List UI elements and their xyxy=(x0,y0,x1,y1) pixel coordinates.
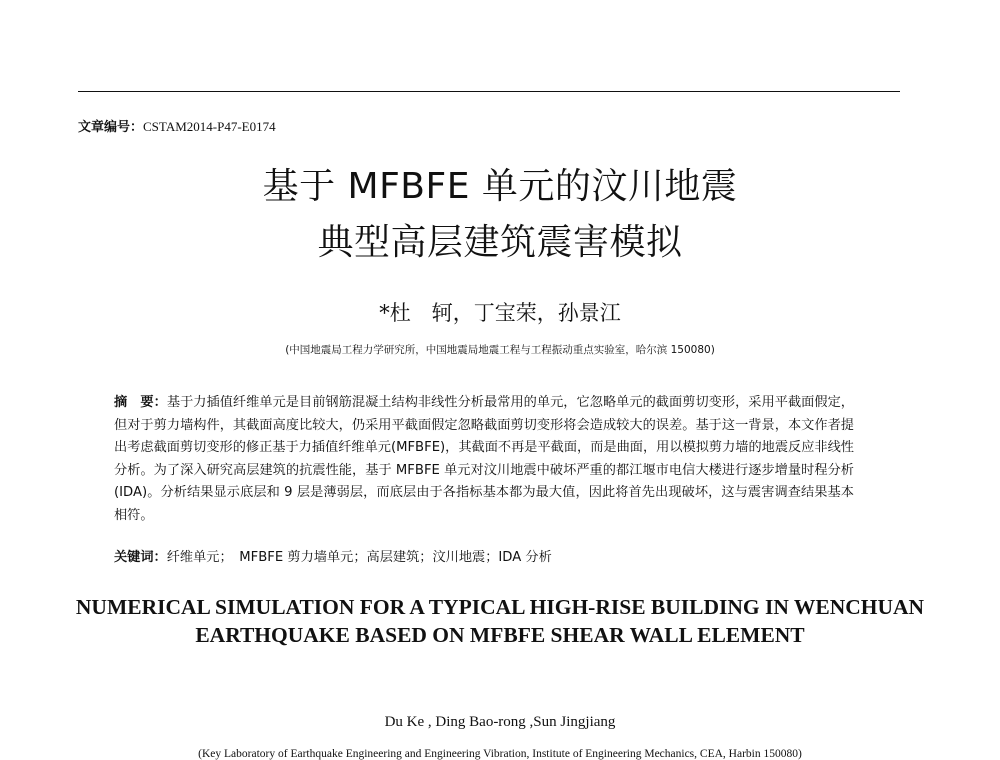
abstract-cn xyxy=(114,392,854,528)
article-number-label: 文章编号： xyxy=(78,120,144,135)
article-number-value: CSTAM2014-P47-E0174 xyxy=(143,119,276,134)
authors-cn: *杜 轲，丁宝荣，孙景江 xyxy=(379,301,621,325)
article-number xyxy=(78,116,276,135)
affiliation-cn: (中国地震局工程力学研究所，中国地震局地震工程与工程振动重点实验室，哈尔滨 150080) xyxy=(285,344,715,356)
header-rule xyxy=(78,91,900,92)
keywords-label: 关键词： xyxy=(114,550,167,565)
keywords-cn xyxy=(114,546,854,565)
title-en: NUMERICAL SIMULATION FOR A TYPICAL HIGH-RISE BUILDING IN WENCHUAN EARTHQUAKE BASED ON MFBFE SHEAR WALL ELEMENT xyxy=(75,595,925,647)
affiliation-en: (Key Laboratory of Earthquake Engineering and Engineering Vibration, Institute of Engineering Mechanics, CEA, Harbin 150080) xyxy=(198,748,802,760)
abstract-text: 基于力插值纤维单元是目前钢筋混凝土结构非线性分析最常用的单元，它忽略单元的截面剪切变形，采用平截面假定，但对于剪力墙构件，其截面高度比较大，仍采用平截面假定忽略截面剪切变形将会造成较大的误差。基于这一背景，本文作者提出考虑截面剪切变形的修正基于力插值纤维单元(MFBFE)，其截面不再是平截面，而是曲面，用以模拟剪力墙的地震反应非线性分析。为了深入研究高层建筑的抗震性能，基于 MFBFE 单元对汶川地震中破坏严重的都江堰市电信大楼进行逐步增量时程分析(IDA)。分析结果显示底层和 9 层是薄弱层，而底层由于各指标基本都为最大值，因此将首先出现破坏，这与震害调查结果基本相符。 xyxy=(114,395,854,523)
keywords-text: 纤维单元； MFBFE 剪力墙单元；高层建筑；汶川地震；IDA 分析 xyxy=(166,550,552,565)
authors-en: Du Ke , Ding Bao-rong ,Sun Jingjiang xyxy=(384,714,616,730)
title-cn-line1: 基于 MFBFE 单元的汶川地震 xyxy=(262,166,738,207)
abstract-label: 摘 要： xyxy=(114,395,167,410)
title-cn-line2: 典型高层建筑震害模拟 xyxy=(317,222,683,263)
